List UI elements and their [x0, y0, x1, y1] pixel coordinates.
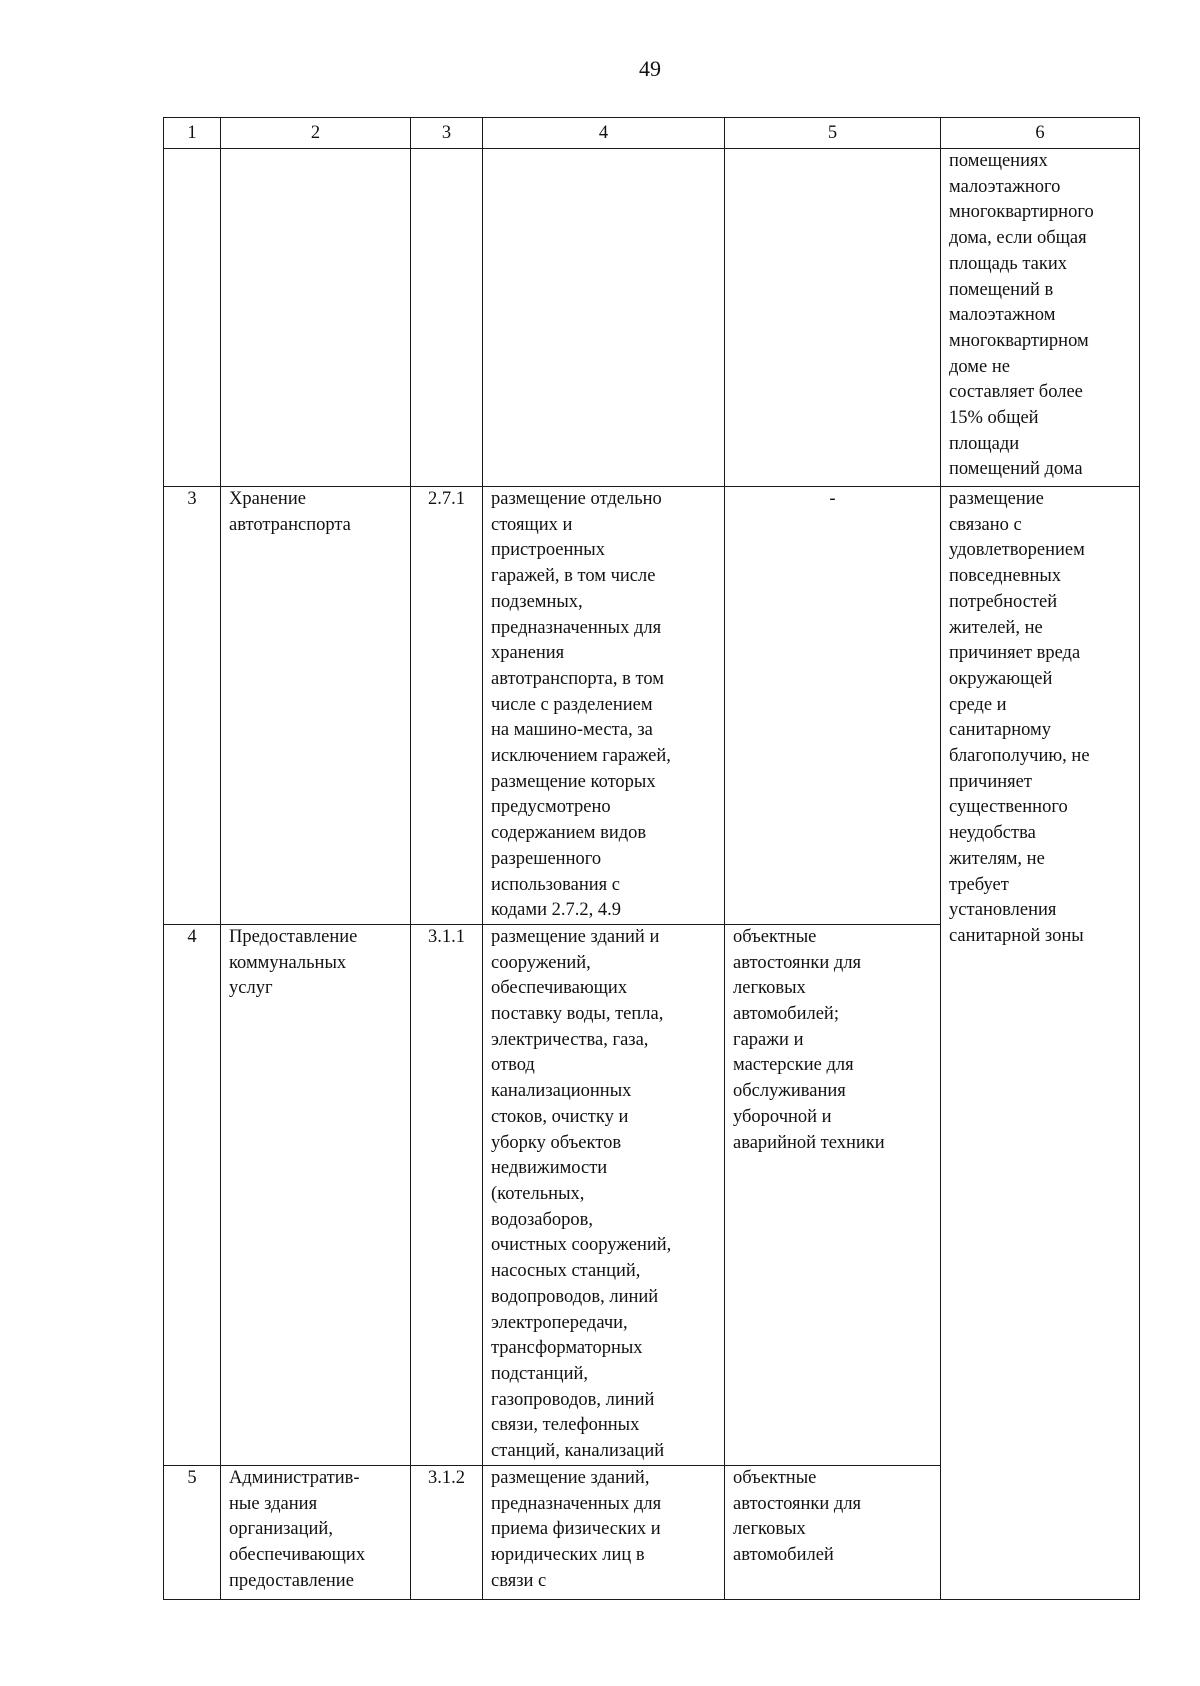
- row-number: 3: [164, 487, 221, 925]
- auxiliary-uses: объектные автостоянки для легковых автомобилей: [725, 1465, 941, 1599]
- cont-cell-6: помещениях малоэтажного многоквартирного дома, если общая площадь таких помещений в малоэтажном многоквартирном доме не составляет более 15% общей площади помещений дома: [941, 149, 1140, 487]
- conditions-cell: размещение связано с удовлетворением повседневных потребностей жителей, не причиняет вреда окружающей среде и санитарному благополучию, не причиняет существенного неудобства жителям, не требует установления санитарной зоны: [941, 487, 1140, 1600]
- use-description: размещение зданий, предназначенных для приема физических и юридических лиц в связи с: [483, 1465, 725, 1599]
- cont-cell-2: [221, 149, 411, 487]
- use-type-code: 3.1.1: [411, 924, 483, 1465]
- cont-cell-1: [164, 149, 221, 487]
- auxiliary-uses: объектные автостоянки для легковых автомобилей; гаражи и мастерские для обслуживания уборочной и аварийной техники: [725, 924, 941, 1465]
- auxiliary-uses: -: [725, 487, 941, 925]
- header-col-6: 6: [941, 118, 1140, 149]
- table-row: [164, 487, 1140, 925]
- use-type-code: 2.7.1: [411, 487, 483, 925]
- continuation-row: [164, 149, 1140, 487]
- use-type-code: 3.1.2: [411, 1465, 483, 1599]
- row-number: 5: [164, 1465, 221, 1599]
- use-type-name: Предоставление коммунальных услуг: [221, 924, 411, 1465]
- header-row: [164, 118, 1140, 149]
- row-number: 4: [164, 924, 221, 1465]
- cont-cell-5: [725, 149, 941, 487]
- cont-cell-3: [411, 149, 483, 487]
- use-description: размещение зданий и сооружений, обеспечивающих поставку воды, тепла, электричества, газа, отвод канализационных стоков, очистку и уборку объектов недвижимости (котельных, водозаборов, очистных сооружений, насосных станций, водопроводов, линий электропередачи, трансформаторных подстанций, газопроводов, линий связи, телефонных станций, канализаций: [483, 924, 725, 1465]
- cont-cell-4: [483, 149, 725, 487]
- header-col-2: 2: [221, 118, 411, 149]
- page-number: 49: [639, 56, 661, 81]
- use-type-name: Административ- ные здания организаций, обеспечивающих предоставление: [221, 1465, 411, 1599]
- header-col-5: 5: [725, 118, 941, 149]
- land-use-table: [163, 117, 1140, 1600]
- header-col-3: 3: [411, 118, 483, 149]
- header-col-4: 4: [483, 118, 725, 149]
- use-type-name: Хранение автотранспорта: [221, 487, 411, 925]
- use-description: размещение отдельно стоящих и пристроенных гаражей, в том числе подземных, предназначенных для хранения автотранспорта, в том числе с разделением на машино-места, за исключением гаражей, размещение которых предусмотрено содержанием видов разрешенного использования с кодами 2.7.2, 4.9: [483, 487, 725, 925]
- header-col-1: 1: [164, 118, 221, 149]
